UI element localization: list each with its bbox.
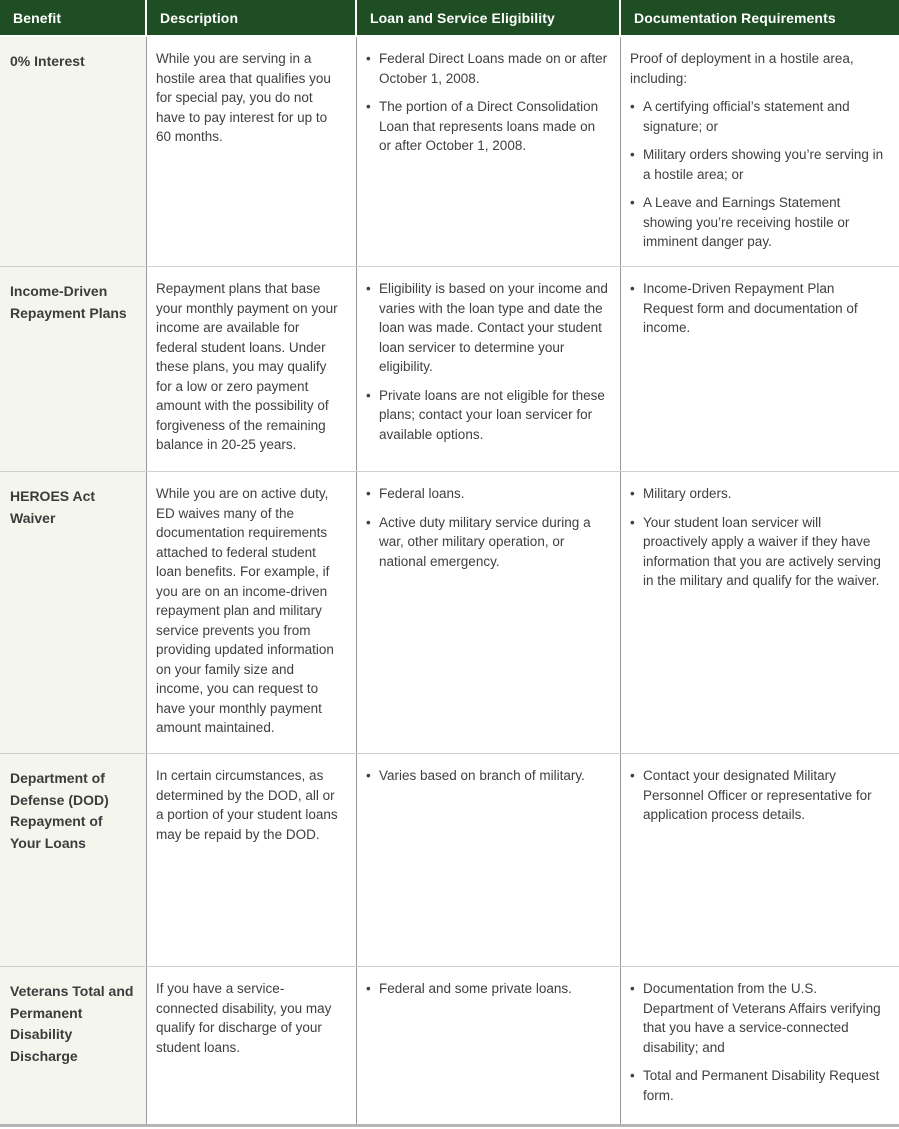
list-item — [630, 193, 887, 252]
list-item — [630, 484, 887, 504]
eligibility-cell — [357, 754, 621, 966]
list-item-text: Federal loans. — [379, 486, 465, 501]
description-cell — [147, 754, 357, 966]
description-text: If you have a service-connected disability, you may qualify for discharge of your student loans. — [156, 981, 332, 1055]
list-item-text: Active duty military service during a war, other military operation, or national emergency. — [379, 514, 591, 569]
list-item-text: Military orders showing you’re serving in a hostile area; or — [643, 147, 884, 182]
list-item-text: The portion of a Direct Consolidation Loan that represents loans made on or after October 1, 2008. — [379, 99, 599, 153]
table-row — [0, 37, 899, 266]
description-cell — [147, 267, 357, 471]
benefit-cell — [0, 267, 147, 471]
bullet-icon: • — [366, 981, 371, 996]
benefit-name: Veterans Total and Permanent Disability Discharge — [10, 983, 134, 1064]
bullet-icon: • — [630, 99, 635, 114]
bullet-icon: • — [630, 281, 635, 296]
list-item-text: Private loans are not eligible for these plans; contact your loan servicer for available options. — [379, 387, 605, 442]
list-item — [630, 145, 887, 184]
eligibility-cell — [357, 967, 621, 1124]
benefit-cell — [0, 37, 147, 266]
bullet-icon: • — [366, 281, 371, 296]
benefit-name: Income-Driven Repayment Plans — [10, 283, 127, 321]
table-header-row — [0, 0, 899, 37]
description-cell — [147, 37, 357, 266]
eligibility-cell — [357, 472, 621, 753]
list-item — [366, 97, 608, 156]
bullet-icon: • — [366, 486, 371, 501]
list-item — [630, 513, 887, 591]
column-header-description: Description — [147, 0, 357, 37]
bullet-icon: • — [366, 768, 371, 783]
list-item — [366, 386, 608, 445]
description-cell — [147, 472, 357, 753]
table-row — [0, 966, 899, 1124]
benefit-cell — [0, 472, 147, 753]
list-item — [366, 766, 608, 786]
bullet-icon: • — [366, 387, 371, 403]
description-text: While you are on active duty, ED waives many of the documentation requirements attached to federal student loan benefits. For example, if you are on an income-driven repayment plan and military service prevents you from providing updated information on your family size and income, you can request to have your monthly payment amount maintained. — [156, 486, 334, 735]
description-text: In certain circumstances, as determined by the DOD, all or a portion of your student loans may be repaid by the DOD. — [156, 768, 338, 842]
bullet-icon: • — [366, 51, 371, 66]
list-item-text: Contact your designated Military Personnel Officer or representative for application process details. — [643, 768, 872, 822]
list-item-text: Eligibility is based on your income and varies with the loan type and date the loan was made. Contact your student loan servicer to determine your eligibility. — [379, 281, 608, 374]
bullet-icon: • — [630, 147, 635, 162]
documentation-cell — [621, 967, 899, 1124]
list-item-text: A certifying official’s statement and signature; or — [643, 99, 850, 134]
eligibility-cell — [357, 267, 621, 471]
list-item — [630, 97, 887, 136]
list-item — [366, 279, 608, 377]
bullet-icon: • — [630, 1068, 635, 1083]
benefit-name: HEROES Act Waiver — [10, 488, 96, 526]
list-item — [366, 484, 608, 504]
bullet-icon: • — [630, 486, 635, 501]
documentation-cell — [621, 754, 899, 966]
description-text: While you are serving in a hostile area that qualifies you for special pay, you do not have to pay interest for up to 60 months. — [156, 51, 331, 144]
list-item — [630, 279, 887, 338]
list-item — [630, 1066, 887, 1105]
documentation-cell — [621, 267, 899, 471]
bullet-icon: • — [630, 514, 635, 530]
benefit-cell — [0, 754, 147, 966]
bullet-icon: • — [366, 99, 371, 114]
list-item-text: Your student loan servicer will proactively apply a waiver if they have information that you are actively serving in the military and qualify for the waiver. — [643, 514, 881, 588]
description-text: Repayment plans that base your monthly payment on your income are available for federal student loans. Under these plans, you may qualify for a low or zero payment amount with the possibility of forgiveness of the remaining balance in 20-25 years. — [156, 281, 338, 452]
list-item — [366, 979, 608, 999]
benefit-cell — [0, 967, 147, 1124]
column-header-benefit: Benefit — [0, 0, 147, 37]
bullet-icon: • — [630, 195, 635, 210]
list-item-text: Varies based on branch of military. — [379, 768, 585, 783]
list-item-text: A Leave and Earnings Statement showing you’re receiving hostile or imminent danger pay. — [643, 195, 850, 249]
documentation-cell — [621, 37, 899, 266]
eligibility-cell — [357, 37, 621, 266]
table-body — [0, 37, 899, 1124]
list-item-text: Total and Permanent Disability Request form. — [643, 1068, 880, 1103]
benefit-name: 0% Interest — [10, 53, 85, 69]
list-item-text: Federal Direct Loans made on or after October 1, 2008. — [379, 51, 608, 86]
benefit-name: Department of Defense (DOD) Repayment of Your Loans — [10, 770, 109, 851]
column-header-eligibility: Loan and Service Eligibility — [357, 0, 621, 37]
table-row — [0, 753, 899, 966]
list-item — [630, 766, 887, 825]
list-item — [630, 979, 887, 1057]
description-cell — [147, 967, 357, 1124]
column-header-documentation: Documentation Requirements — [621, 0, 899, 37]
list-item — [366, 513, 608, 572]
table-row — [0, 471, 899, 753]
bullet-icon: • — [366, 514, 371, 530]
list-item-text: Documentation from the U.S. Department of Veterans Affairs verifying that you have a service-connected disability; and — [643, 981, 881, 1055]
bullet-icon: • — [630, 981, 635, 996]
table-row — [0, 266, 899, 471]
list-item-text: Military orders. — [643, 486, 732, 501]
list-item-text: Income-Driven Repayment Plan Request form and documentation of income. — [643, 281, 858, 335]
bullet-icon: • — [630, 768, 635, 783]
list-item — [366, 49, 608, 88]
list-intro-text: Proof of deployment in a hostile area, including: — [630, 51, 854, 86]
list-item-text: Federal and some private loans. — [379, 981, 572, 996]
documentation-cell — [621, 472, 899, 753]
